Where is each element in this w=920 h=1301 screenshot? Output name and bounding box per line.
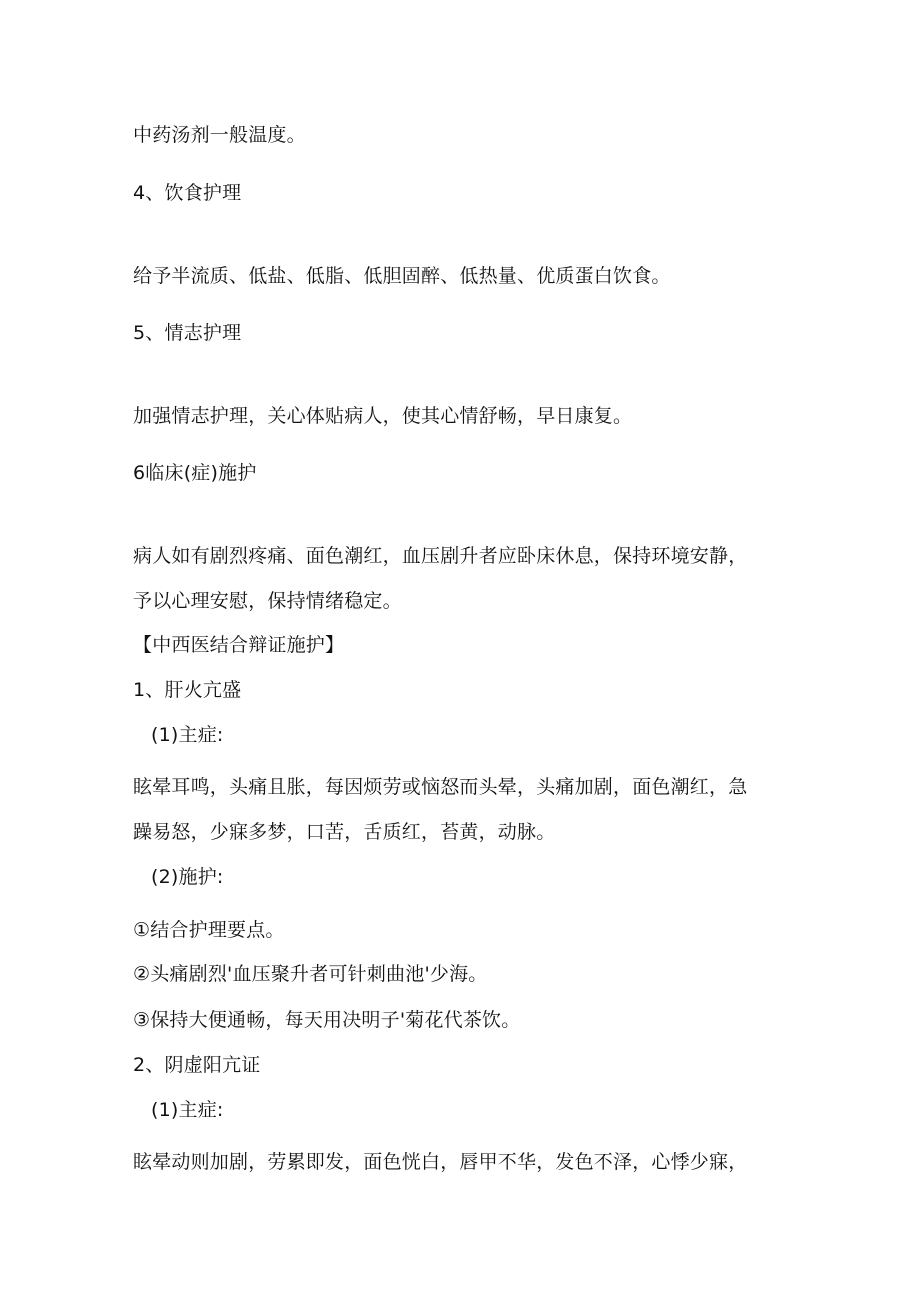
subsection-heading: 1、肝火亢盛: [133, 679, 242, 701]
subsection-heading: 2、阴虚阳亢证: [133, 1054, 261, 1076]
list-item: ①结合护理要点。: [133, 919, 285, 941]
section-heading: 6临床(症)施护: [133, 462, 257, 484]
text-line: 予以心理安慰，保持情绪稳定。: [133, 590, 402, 612]
list-item: ②头痛剧烈'血压聚升者可针刺曲池'少海。: [133, 963, 488, 985]
section-heading: 5、情志护理: [133, 322, 242, 344]
sub-heading: (1)主症:: [151, 724, 224, 746]
section-heading: 【中西医结合辩证施护】: [133, 634, 345, 656]
section-heading: 4、饮食护理: [133, 182, 242, 204]
list-item: ③保持大便通畅，每天用决明子'菊花代茶饮。: [133, 1009, 521, 1031]
text-line: 给予半流质、低盐、低脂、低胆固醉、低热量、优质蛋白饮食。: [133, 265, 671, 287]
sub-heading: (1)主症:: [151, 1099, 224, 1121]
text-line: 眩晕耳鸣，头痛且胀，每因烦劳或恼怒而头晕，头痛加剧，面色潮红，急: [133, 776, 748, 798]
text-line: 躁易怒，少寐多梦，口苦，舌质红，苔黄，动脉。: [133, 821, 556, 843]
text-line: 加强情志护理，关心体贴病人，使其心情舒畅，早日康复。: [133, 405, 633, 427]
text-line: 中药汤剂一般温度。: [133, 124, 306, 146]
sub-heading: (2)施护:: [151, 866, 224, 888]
text-line: 眩晕动则加剧，劳累即发，面色恍白，唇甲不华，发色不泽，心悸少寐，: [133, 1151, 748, 1173]
text-line: 病人如有剧烈疼痛、面色潮红，血压剧升者应卧床休息，保持环境安静，: [133, 545, 748, 567]
